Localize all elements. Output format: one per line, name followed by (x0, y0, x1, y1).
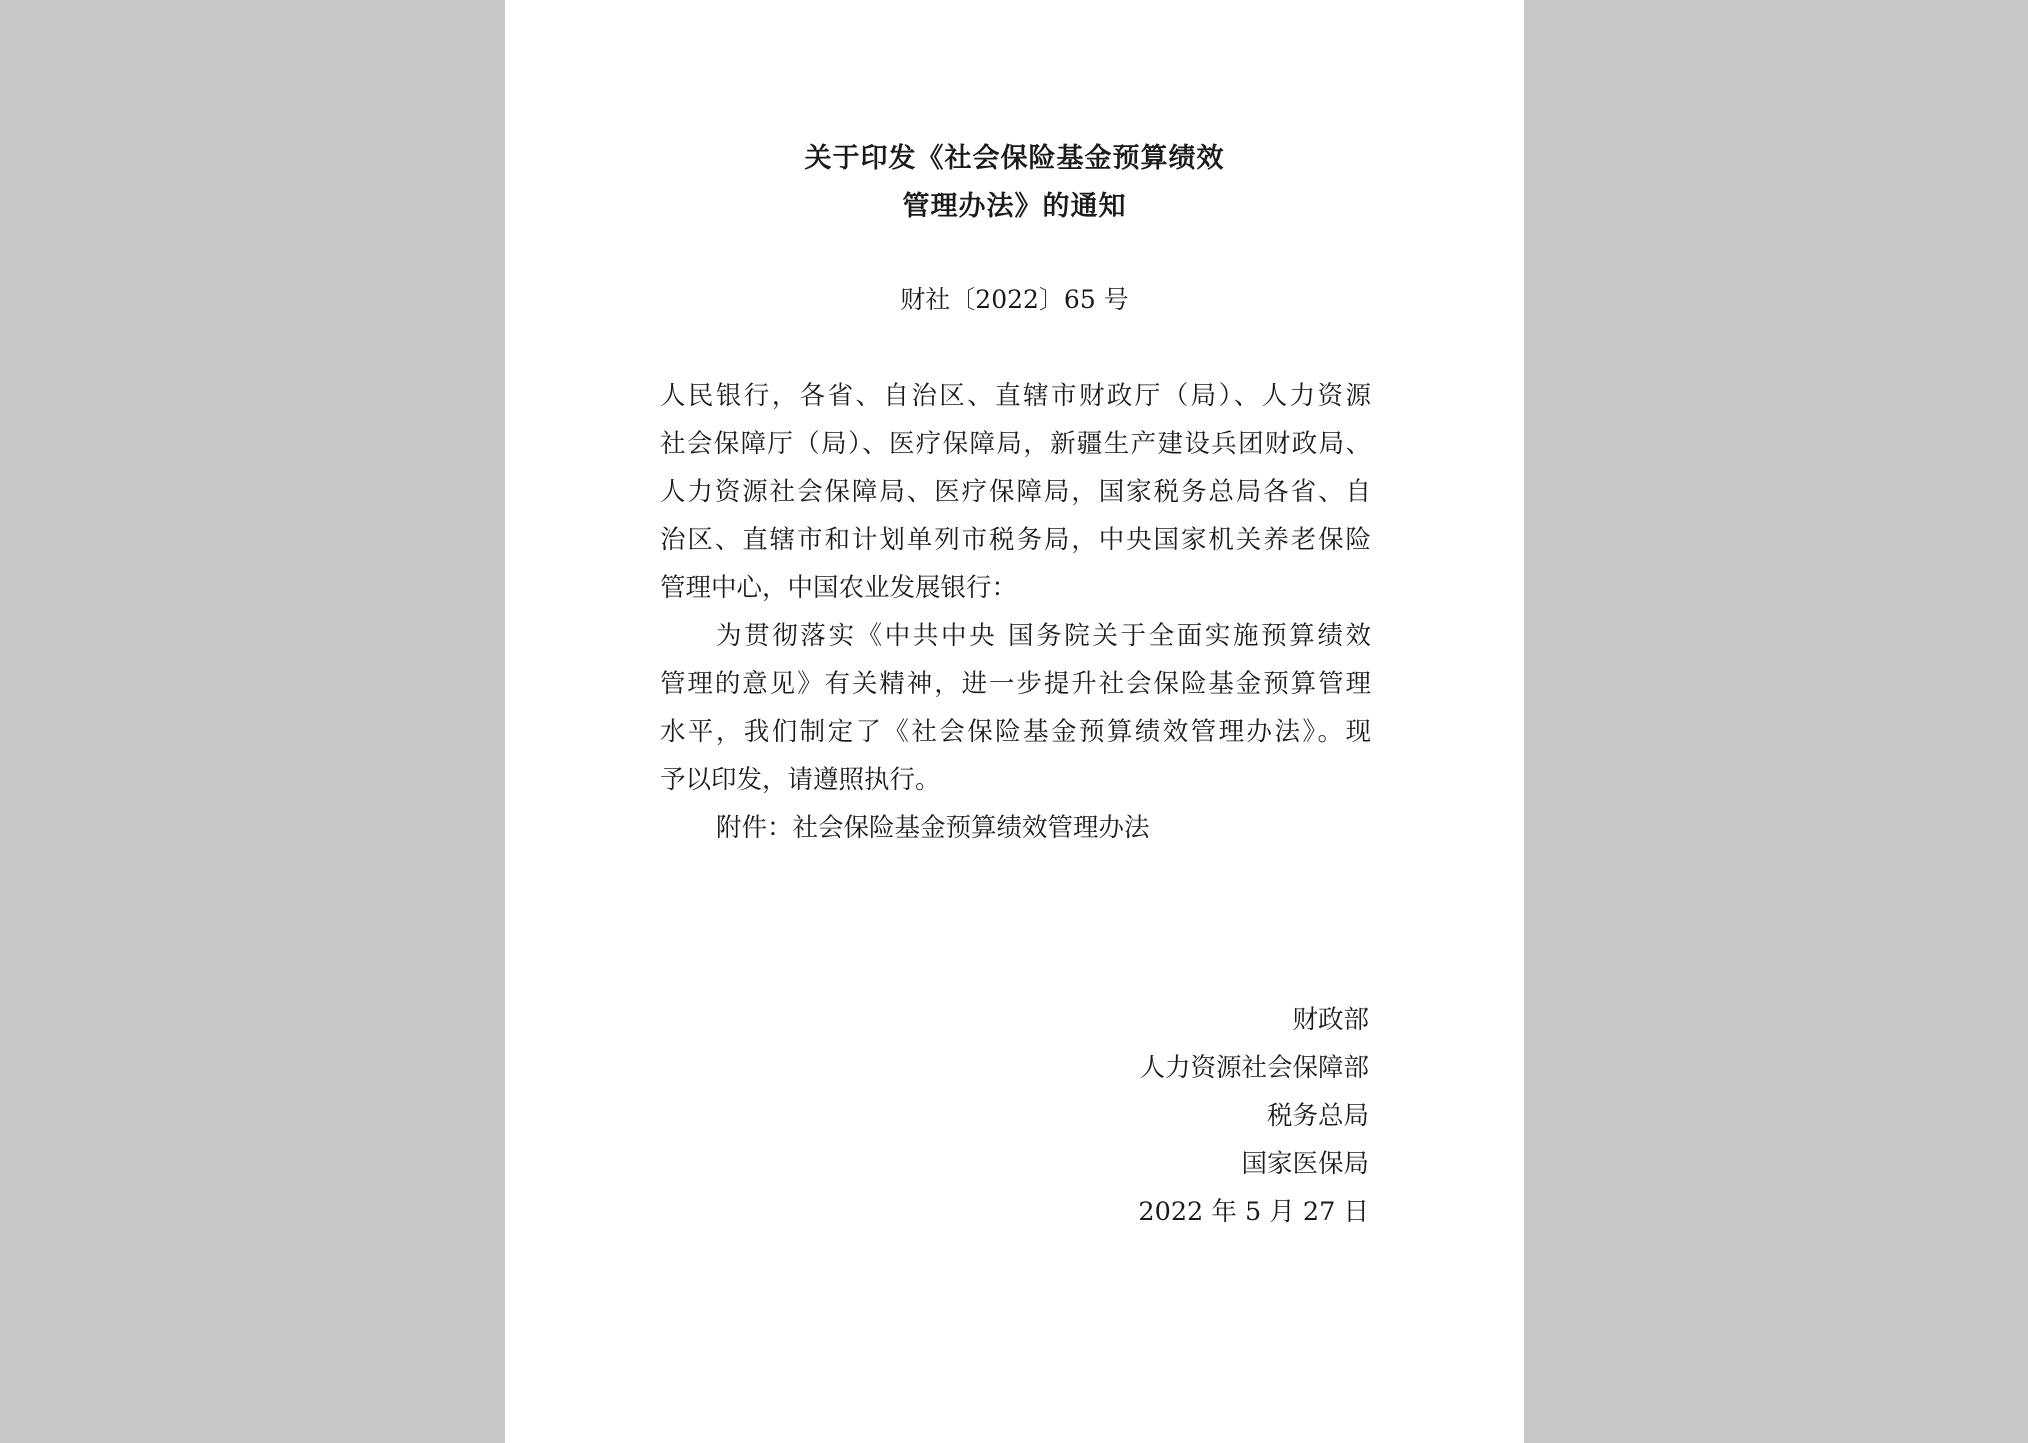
addressee-line-1: 人民银行，各省、自治区、直辖市财政厅（局）、人力资源 (660, 381, 1371, 411)
document-title-line-1: 关于印发《社会保险基金预算绩效 (804, 143, 1225, 174)
signature-sat: 税务总局 (1266, 1101, 1369, 1131)
document-date: 2022 年 5 月 27 日 (1138, 1197, 1369, 1227)
document-number: 财社〔2022〕65 号 (900, 285, 1129, 314)
addressee-line-2: 社会保障厅（局）、医疗保障局，新疆生产建设兵团财政局、 (660, 429, 1371, 459)
body-line-3: 水平，我们制定了《社会保险基金预算绩效管理办法》。现 (660, 717, 1371, 747)
addressee-line-3: 人力资源社会保障局、医疗保障局，国家税务总局各省、自 (660, 477, 1371, 507)
addressee-line-4: 治区、直辖市和计划单列市税务局，中央国家机关养老保险 (660, 525, 1371, 555)
attachment-line: 附件：社会保险基金预算绩效管理办法 (716, 813, 1150, 843)
document-page (505, 0, 1524, 1443)
document-title-line-2: 管理办法》的通知 (902, 191, 1127, 222)
signature-nhsa: 国家医保局 (1241, 1149, 1369, 1179)
body-line-4: 予以印发，请遵照执行。 (660, 765, 941, 795)
addressee-line-5: 管理中心，中国农业发展银行： (660, 573, 1018, 603)
signature-mof: 财政部 (1292, 1005, 1369, 1035)
body-line-1: 为贯彻落实《中共中央 国务院关于全面实施预算绩效 (716, 621, 1371, 651)
body-line-2: 管理的意见》有关精神，进一步提升社会保险基金预算管理 (660, 669, 1371, 699)
signature-mohrss: 人力资源社会保障部 (1139, 1053, 1369, 1083)
